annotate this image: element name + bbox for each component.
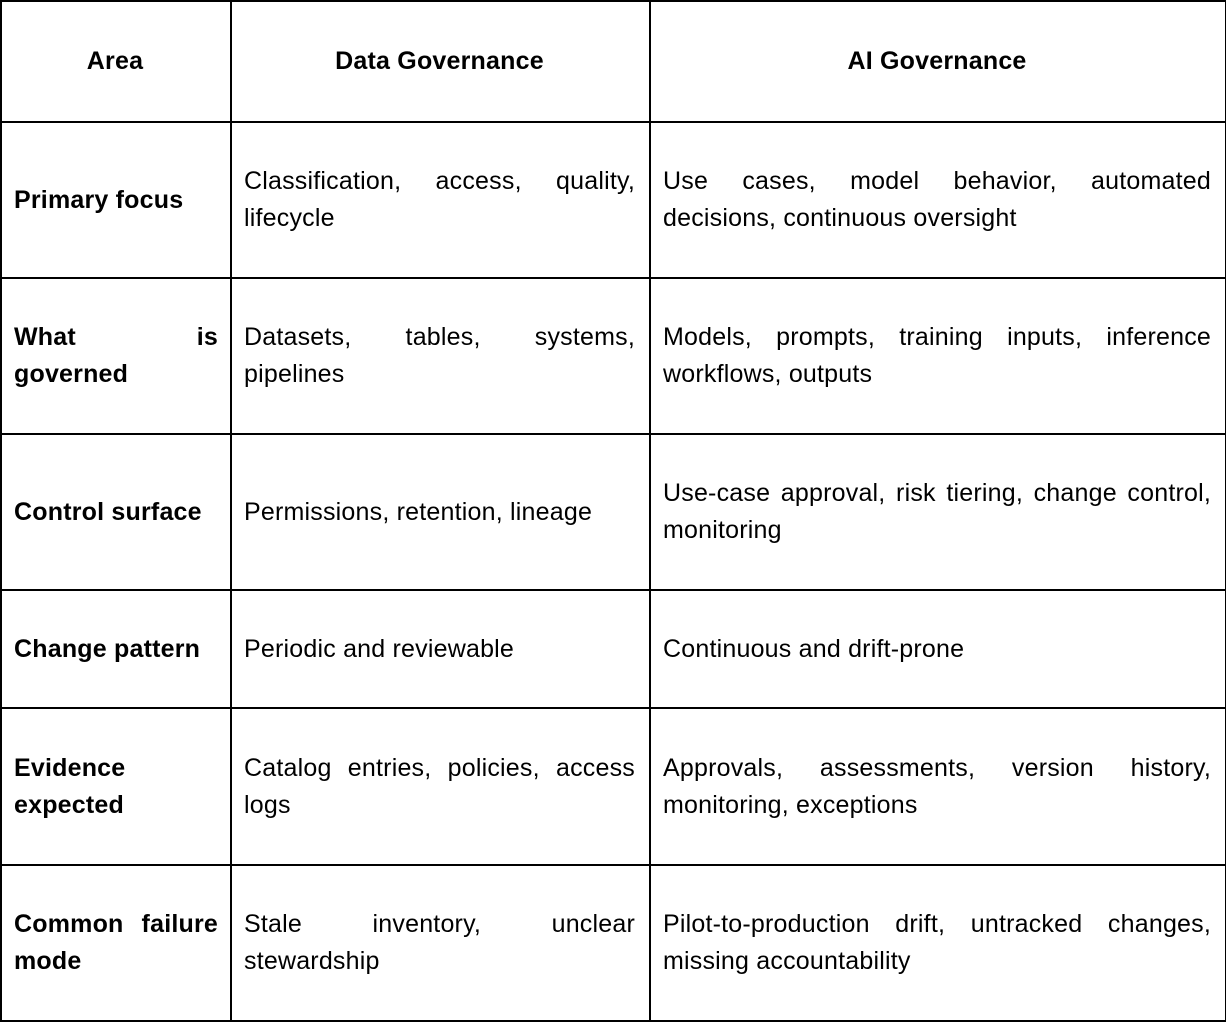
ai-governance-cell: Continuous and drift-prone: [650, 590, 1226, 708]
header-ai-governance: AI Governance: [650, 1, 1226, 122]
data-governance-cell: Classification, access, quality, lifecycle: [231, 122, 650, 278]
table-row: [1, 434, 1226, 590]
data-governance-cell: Stale inventory, unclear stewardship: [231, 865, 650, 1021]
table-row: [1, 590, 1226, 708]
ai-governance-cell: Use cases, model behavior, automated decisions, continuous oversight: [650, 122, 1226, 278]
row-label: Evidence expected: [1, 708, 231, 865]
table-row: [1, 865, 1226, 1021]
row-label: Primary focus: [1, 122, 231, 278]
row-label: Common failure mode: [1, 865, 231, 1021]
table-row: [1, 278, 1226, 434]
table-row: [1, 708, 1226, 865]
data-governance-cell: Permissions, retention, lineage: [231, 434, 650, 590]
header-row: [1, 1, 1226, 122]
header-data-governance: Data Governance: [231, 1, 650, 122]
data-governance-cell: Datasets, tables, systems, pipelines: [231, 278, 650, 434]
header-area: Area: [1, 1, 231, 122]
row-label: What is governed: [1, 278, 231, 434]
table-row: [1, 122, 1226, 278]
ai-governance-cell: Models, prompts, training inputs, inference workflows, outputs: [650, 278, 1226, 434]
row-label: Control surface: [1, 434, 231, 590]
row-label: Change pattern: [1, 590, 231, 708]
data-governance-cell: Catalog entries, policies, access logs: [231, 708, 650, 865]
ai-governance-cell: Pilot-to-production drift, untracked changes, missing accountability: [650, 865, 1226, 1021]
ai-governance-cell: Approvals, assessments, version history, monitoring, exceptions: [650, 708, 1226, 865]
data-governance-cell: Periodic and reviewable: [231, 590, 650, 708]
ai-governance-cell: Use-case approval, risk tiering, change control, monitoring: [650, 434, 1226, 590]
